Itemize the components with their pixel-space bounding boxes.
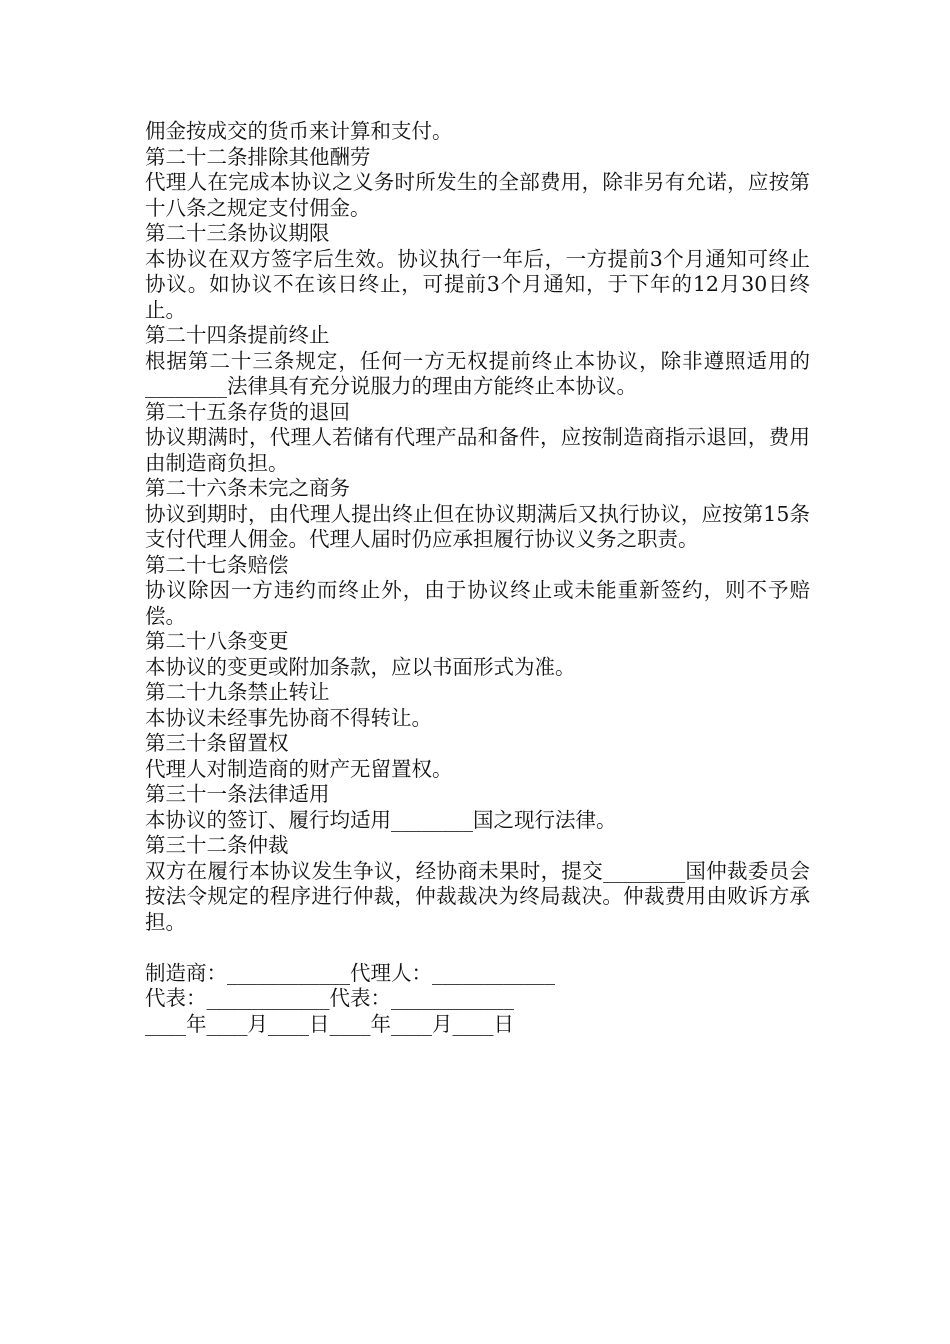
section-heading: 第三十二条仲裁 xyxy=(145,833,289,857)
section-body: 本协议的变更或附加条款，应以书面形式为准。 xyxy=(145,654,576,679)
section-23 xyxy=(145,221,810,323)
section-heading: 第二十五条存货的退回 xyxy=(145,399,350,424)
section-27 xyxy=(145,553,810,630)
section-22 xyxy=(145,145,810,222)
section-heading: 第二十六条未完之商务 xyxy=(145,476,350,500)
section-body: 根据第二十三条规定，任何一方无权提前终止本协议，除非遵照适用的________法律具有充分说服力的理由方能终止本协议。 xyxy=(145,348,810,398)
intro-paragraph: 佣金按成交的货币来计算和支付。 xyxy=(145,119,453,143)
section-body: 协议到期时，由代理人提出终止但在协议期满后又执行协议，应按第15条支付代理人佣金。代理人届时仍应承担履行协议义务之职责。 xyxy=(145,501,810,551)
section-25 xyxy=(145,400,810,477)
section-26 xyxy=(145,476,810,553)
section-body: 本协议在双方签字后生效。协议执行一年后，一方提前3个月通知可终止协议。如协议不在该日终止，可提前3个月通知，于下年的12月30日终止。 xyxy=(145,246,810,322)
section-heading: 第二十二条排除其他酬劳 xyxy=(145,144,371,169)
section-heading: 第二十八条变更 xyxy=(145,629,289,653)
signature-date-line: ____年____月____日____年____月____日 xyxy=(145,1011,514,1036)
section-body: 代理人对制造商的财产无留置权。 xyxy=(145,756,453,781)
section-32 xyxy=(145,833,810,935)
section-body: 双方在履行本协议发生争议，经协商未果时，提交________国仲裁委员会按法令规定的程序进行仲裁，仲裁裁决为终局裁决。仲裁费用由败诉方承担。 xyxy=(145,858,810,934)
section-heading: 第三十一条法律适用 xyxy=(145,782,330,806)
section-heading: 第二十三条协议期限 xyxy=(145,221,330,245)
section-30 xyxy=(145,731,810,782)
section-heading: 第二十七条赔偿 xyxy=(145,552,289,577)
section-body: 协议期满时，代理人若储有代理产品和备件，应按制造商指示退回，费用由制造商负担。 xyxy=(145,425,810,475)
section-body: 本协议未经事先协商不得转让。 xyxy=(145,705,432,730)
signature-block xyxy=(145,961,810,1038)
section-heading: 第三十条留置权 xyxy=(145,731,289,755)
section-heading: 第二十九条禁止转让 xyxy=(145,680,330,704)
section-29 xyxy=(145,680,810,731)
spacer xyxy=(145,935,810,961)
signature-representatives-line: 代表：____________代表：____________ xyxy=(145,986,514,1010)
section-body: 代理人在完成本协议之义务时所发生的全部费用，除非另有允诺，应按第十八条之规定支付佣金。 xyxy=(145,170,810,220)
section-body: 本协议的签订、履行均适用________国之现行法律。 xyxy=(145,807,617,832)
signature-parties-line: 制造商：____________代理人：____________ xyxy=(145,960,555,985)
section-body: 协议除因一方违约而终止外，由于协议终止或未能重新签约，则不予赔偿。 xyxy=(145,578,810,628)
section-28 xyxy=(145,629,810,680)
section-heading: 第二十四条提前终止 xyxy=(145,323,330,347)
section-31 xyxy=(145,782,810,833)
section-24 xyxy=(145,323,810,400)
document-page xyxy=(145,119,810,1037)
